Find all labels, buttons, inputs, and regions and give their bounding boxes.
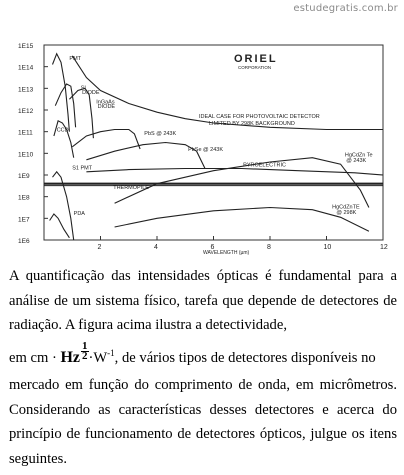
y-tick-label: 1E7 [18, 216, 30, 224]
series-label-thermopile: THERMOPILE [113, 185, 149, 192]
x-tick-label: 12 [380, 244, 388, 251]
series-line-5 [72, 130, 140, 150]
unit-after: , de vários tipos de detectores disponíveis no [114, 349, 376, 366]
series-label-pbse: PbSe @ 243K [188, 147, 224, 154]
x-tick-label: 10 [323, 244, 332, 251]
series-line-7 [53, 172, 74, 240]
y-tick-label: 1E10 [18, 151, 34, 159]
y-tick-label: 1E13 [18, 86, 34, 94]
series-label-ingaas_diode: DIODE [97, 103, 116, 110]
unit-line [9, 338, 397, 374]
x-tick-label: 6 [210, 244, 215, 251]
series-line-8 [86, 169, 383, 176]
y-tick-label: 1E11 [18, 129, 33, 137]
annotation-line-2: LIMITED BY 298K BACKGROUND [209, 121, 295, 127]
y-tick-label: 1E9 [18, 173, 30, 180]
paragraph-2: mercado em função do comprimento de onda, em micrômetros. Considerando as características desses detectores e acerca do princípio de funcionamento de detectores ópticos, julgue os itens seguintes. [9, 377, 397, 467]
x-tick-label: 8 [267, 244, 271, 251]
series-label-hgcd2_a: HgCdZnTE [332, 204, 360, 211]
x-axis-label: WAVELENGTH (µm) [203, 250, 250, 256]
series-label-si: SI [80, 85, 86, 92]
exp-num: 1 [82, 340, 88, 353]
series-line-2 [69, 88, 93, 138]
series-label-pda: PDA [73, 211, 85, 218]
series-label-sipmt: S1 PMT [72, 165, 93, 172]
watermark: estudegratis.com.br [293, 3, 398, 14]
series-line-3 [54, 121, 74, 158]
unit-prefix: em cm · [9, 349, 57, 366]
y-tick-label: 1E14 [18, 64, 34, 72]
series-label-ingaas: InGaAs [96, 99, 115, 106]
brand-logo: ORIEL [234, 53, 278, 65]
chart-labels [57, 53, 373, 217]
series-line-11 [115, 208, 369, 232]
brand-subtitle: CORPORATION [238, 65, 272, 70]
x-tick-label: 4 [154, 244, 158, 251]
unit-watt: ·W [88, 349, 108, 366]
unit-watt-exp: -1 [107, 347, 115, 358]
question-text [9, 264, 397, 471]
unit-hz: Hz [60, 348, 81, 366]
paragraph-1: A quantificação das intensidades ópticas é fundamental para a análise de um sistema físico, tarefa que depende de detectores de radiação. A figura acima ilustra a detectividade, [9, 268, 397, 333]
series-label-diode: DIODE [82, 89, 100, 96]
y-tick-label: 1E8 [18, 194, 30, 202]
unit-exponent [81, 342, 89, 361]
series-label-hgcd1_a: HgCdZn Te [344, 152, 373, 159]
y-tick-label: 1E12 [18, 108, 34, 115]
annotation-line-1: IDEAL CASE FOR PHOTOVOLTAIC DETECTOR [199, 114, 320, 120]
series-label-pmt: PMT [69, 56, 82, 63]
series-label-pbs: PbS @ 243K [144, 130, 177, 137]
y-tick-label: 1E6 [18, 238, 30, 245]
exp-den: 2 [82, 350, 88, 363]
series-label-pyro: PYROELECTRIC [243, 162, 286, 169]
series-line-12 [50, 214, 70, 238]
series-label-ccd: CCD [56, 127, 69, 134]
x-tick-label: 2 [97, 244, 102, 251]
y-tick-label: 1E15 [18, 43, 34, 50]
series-label-hgcd1_b: @ 243K [346, 158, 367, 164]
series-label-hgcd2_b: @ 298K [336, 210, 357, 216]
